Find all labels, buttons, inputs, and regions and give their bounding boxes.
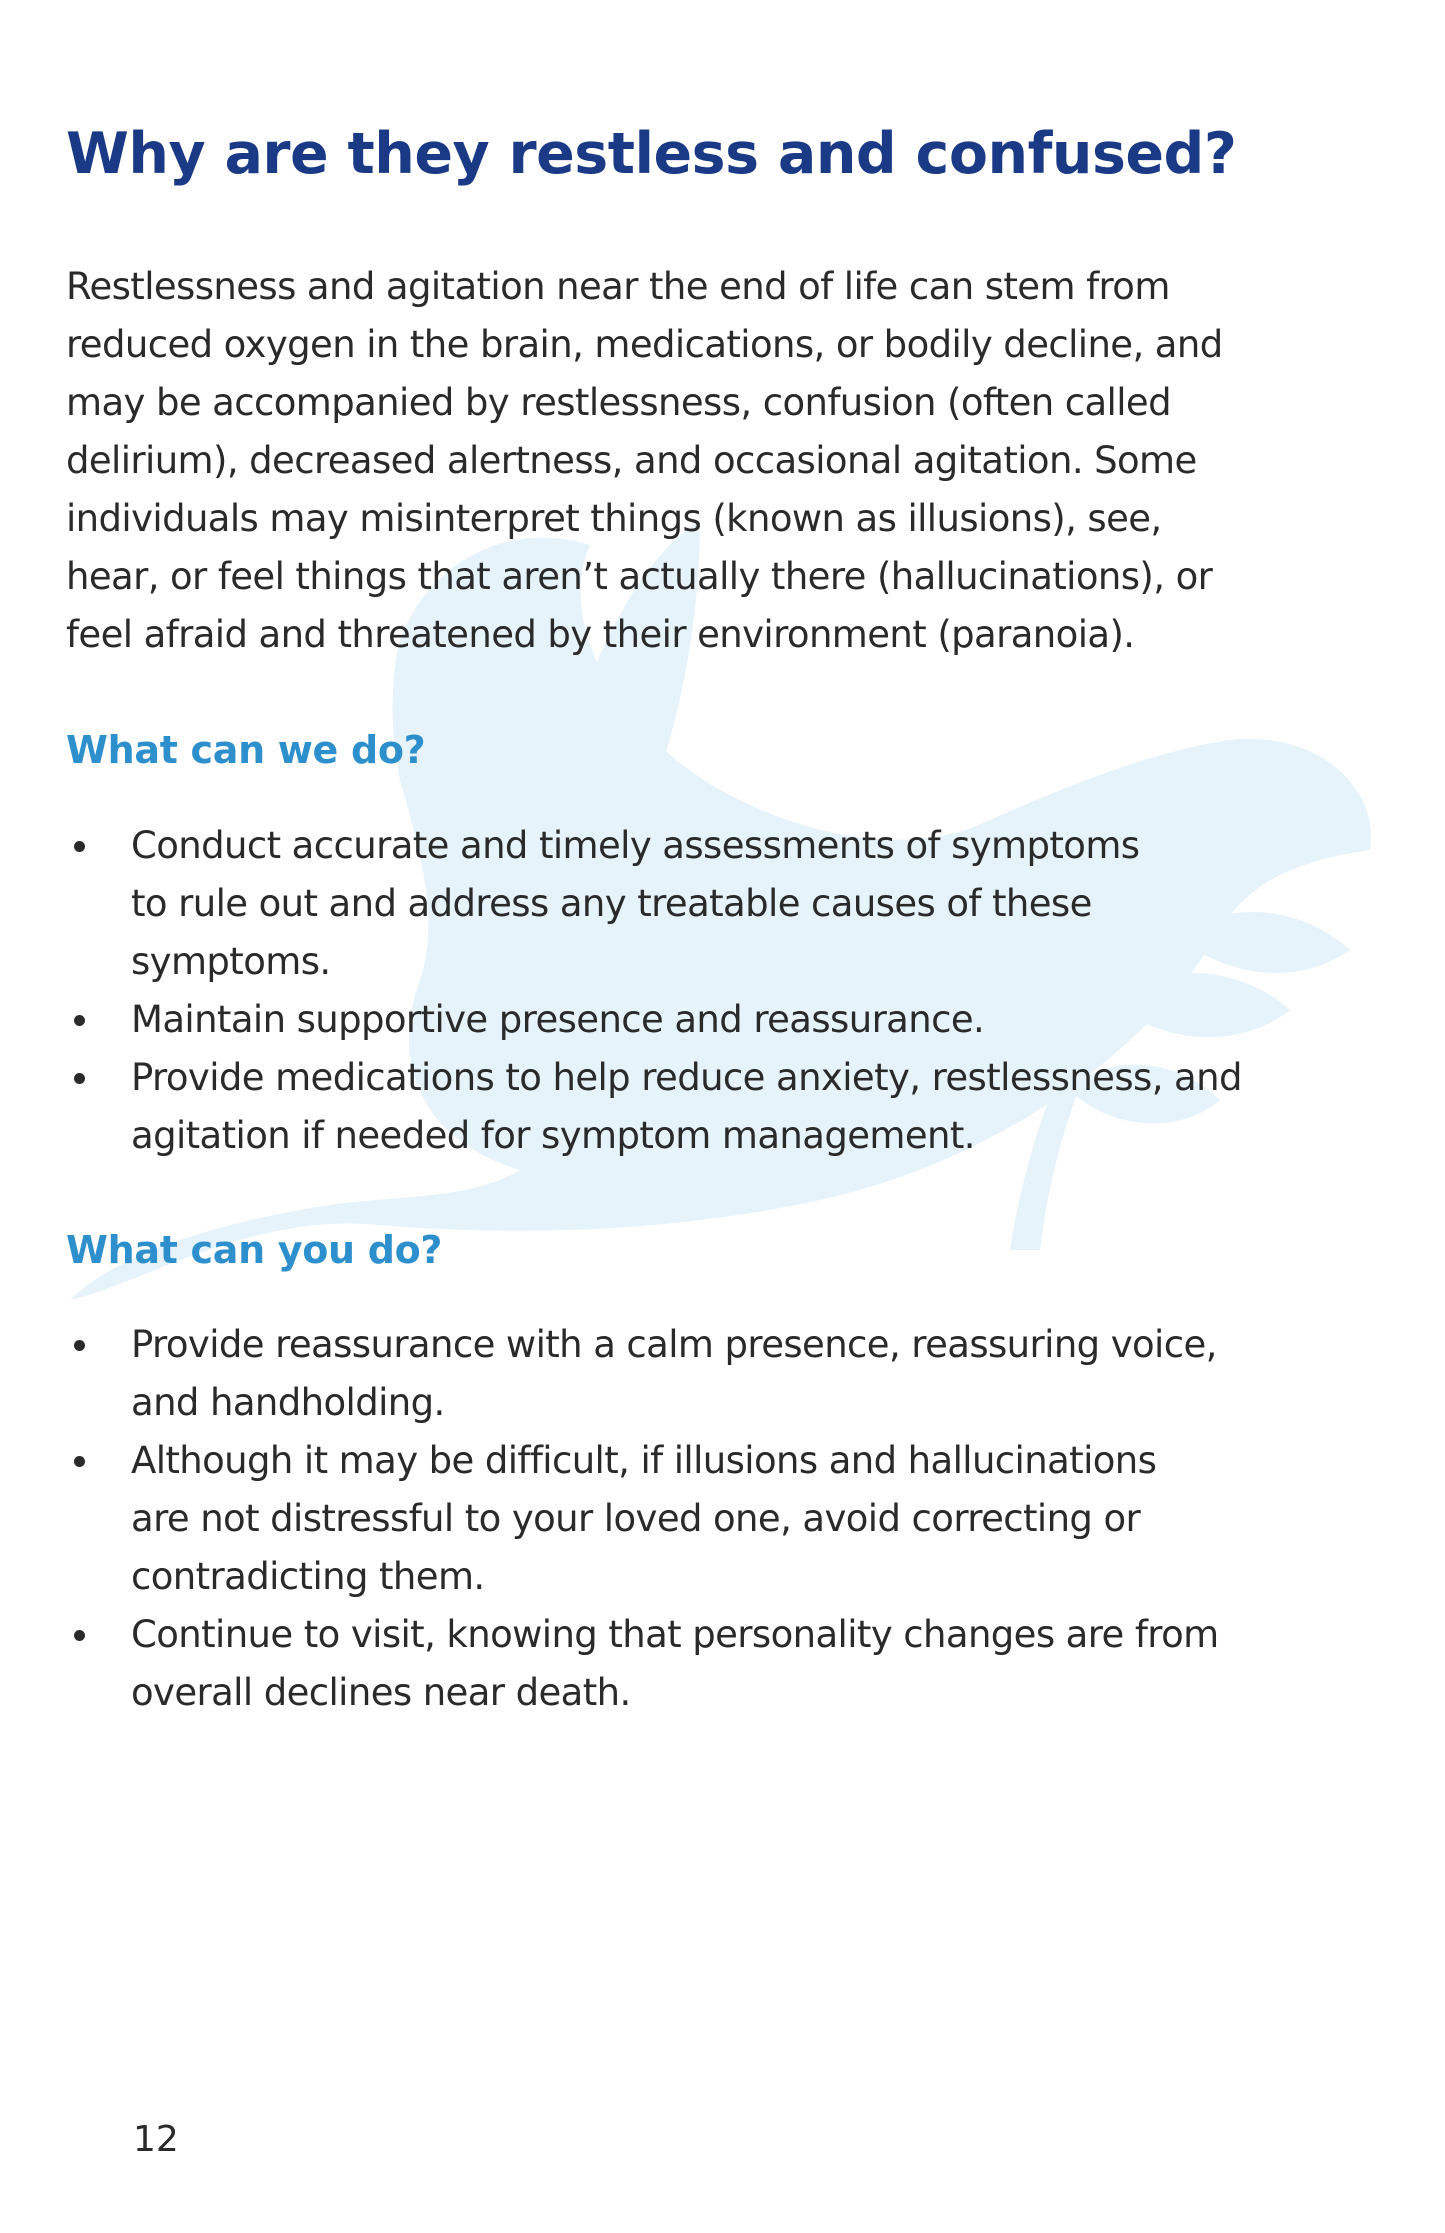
list-item-line: symptoms. — [131, 940, 331, 983]
list-item-line: overall declines near death. — [131, 1671, 631, 1714]
intro-line: reduced oxygen in the brain, medications, or bodily decline, and — [66, 323, 1223, 366]
bullet-dot-icon — [74, 1073, 85, 1084]
intro-line: individuals may misinterpret things (known as illusions), see, — [66, 497, 1162, 540]
intro-line: Restlessness and agitation near the end of life can stem from — [66, 265, 1170, 308]
intro-paragraph — [66, 258, 1386, 664]
list-item — [66, 1049, 1386, 1165]
intro-line: delirium), decreased alertness, and occasional agitation. Some — [66, 439, 1197, 482]
bullet-dot-icon — [74, 1015, 85, 1026]
list-item-line: are not distressful to your loved one, avoid correcting or — [131, 1497, 1141, 1540]
intro-line: hear, or feel things that aren’t actually there (hallucinations), or — [66, 555, 1213, 598]
bullet-dot-icon — [74, 841, 85, 852]
bullet-dot-icon — [74, 1456, 85, 1467]
list-item — [66, 1316, 1386, 1432]
list-item-line: Provide medications to help reduce anxiety, restlessness, and — [131, 1056, 1242, 1099]
what-can-you-do-heading: What can you do? — [66, 1228, 443, 1272]
list-item-line: Although it may be difficult, if illusions and hallucinations — [131, 1439, 1157, 1482]
intro-line: may be accompanied by restlessness, confusion (often called — [66, 381, 1171, 424]
list-item-line: Conduct accurate and timely assessments of symptoms — [131, 824, 1140, 867]
list-item-line: Provide reassurance with a calm presence, reassuring voice, — [131, 1323, 1217, 1366]
intro-line: feel afraid and threatened by their environment (paranoia). — [66, 613, 1135, 656]
bullet-dot-icon — [74, 1340, 85, 1351]
what-can-we-do-list — [66, 817, 1386, 1165]
list-item-line: and handholding. — [131, 1381, 445, 1424]
list-item-line: to rule out and address any treatable causes of these — [131, 882, 1092, 925]
what-can-we-do-heading: What can we do? — [66, 728, 426, 772]
bullet-dot-icon — [74, 1630, 85, 1641]
list-item-line: Continue to visit, knowing that personality changes are from — [131, 1613, 1219, 1656]
list-item — [66, 1432, 1386, 1606]
page-number: 12 — [133, 2119, 179, 2160]
list-item — [66, 817, 1386, 991]
list-item-line: contradicting them. — [131, 1555, 485, 1598]
list-item — [66, 991, 1386, 1049]
list-item — [66, 1606, 1386, 1722]
page-title: Why are they restless and confused? — [66, 121, 1237, 187]
list-item-line: Maintain supportive presence and reassurance. — [131, 998, 985, 1041]
list-item-line: agitation if needed for symptom management. — [131, 1114, 975, 1157]
what-can-you-do-list — [66, 1316, 1386, 1722]
